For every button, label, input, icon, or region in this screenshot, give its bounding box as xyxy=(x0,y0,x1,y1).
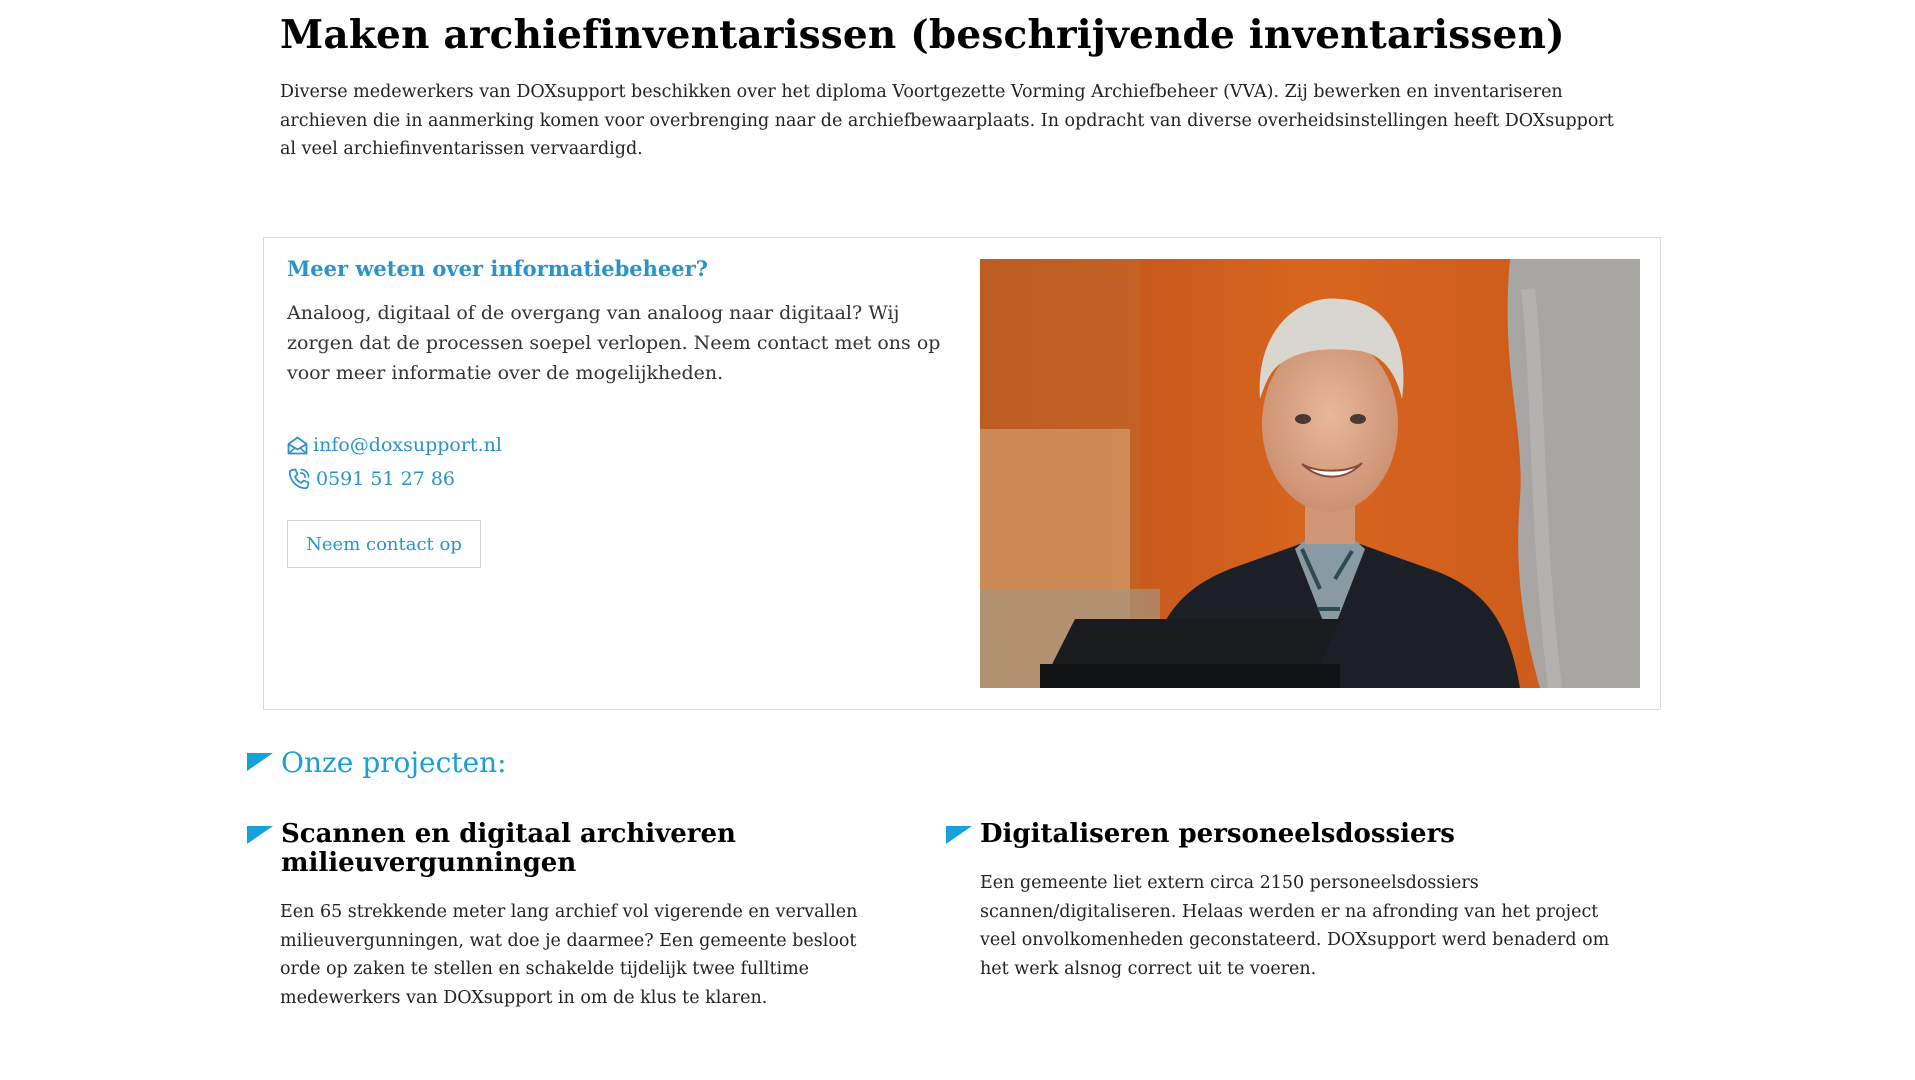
project-title-text-1: Scannen en digitaal archiveren milieuvergunningen xyxy=(281,819,736,878)
project-title-2 xyxy=(946,820,1646,849)
page-title: Maken archiefinventarissen (beschrijvende inventarissen) xyxy=(280,12,1565,58)
phone-number: 0591 51 27 86 xyxy=(316,468,456,490)
contact-button[interactable]: Neem contact op xyxy=(287,520,481,568)
phone-icon xyxy=(287,467,311,491)
project-title-1 xyxy=(247,820,927,878)
phone-link[interactable] xyxy=(287,467,455,491)
flag-icon xyxy=(247,753,273,771)
project-title-text-2: Digitaliseren personeelsdossiers xyxy=(980,819,1455,849)
project-text-2: Een gemeente liet extern circa 2150 personeelsdossiers scannen/digitaliseren. Helaas werden er na afronding van het project veel onvolkomenheden geconstateerd. DOXsupport werd benaderd om het werk alsnog correct uit te voeren. xyxy=(980,873,1610,979)
projects-heading xyxy=(247,743,507,781)
contact-person-photo xyxy=(980,259,1640,688)
contact-card-text: Analoog, digitaal of de overgang van analoog naar digitaal? Wij zorgen dat de processen soepel verlopen. Neem contact met ons op voor meer informatie over de mogelijkheden. xyxy=(287,302,941,384)
flag-icon xyxy=(946,826,972,844)
email-link[interactable] xyxy=(287,433,502,457)
projects-heading-text: Onze projecten: xyxy=(281,745,507,779)
envelope-icon xyxy=(287,436,308,455)
contact-card xyxy=(263,237,1661,710)
portrait-illustration xyxy=(980,259,1640,688)
contact-card-title: Meer weten over informatiebeheer? xyxy=(287,256,708,281)
flag-icon xyxy=(247,826,273,844)
email-address: info@doxsupport.nl xyxy=(313,434,502,456)
intro-paragraph: Diverse medewerkers van DOXsupport beschikken over het diploma Voortgezette Vorming Archiefbeheer (VVA). Zij bewerken en inventariseren archieven die in aanmerking komen voor overbrenging naar de archiefbewaarplaats. In opdracht van diverse overheidsinstellingen heeft DOXsupport al veel archiefinventarissen vervaardigd. xyxy=(280,82,1614,159)
project-text-1: Een 65 strekkende meter lang archief vol vigerende en vervallen milieuvergunningen, wat doe je daarmee? Een gemeente besloot orde op zaken te stellen en schakelde tijdelijk twee fulltime medewerkers van DOXsupport in om de klus te klaren. xyxy=(280,902,858,1008)
